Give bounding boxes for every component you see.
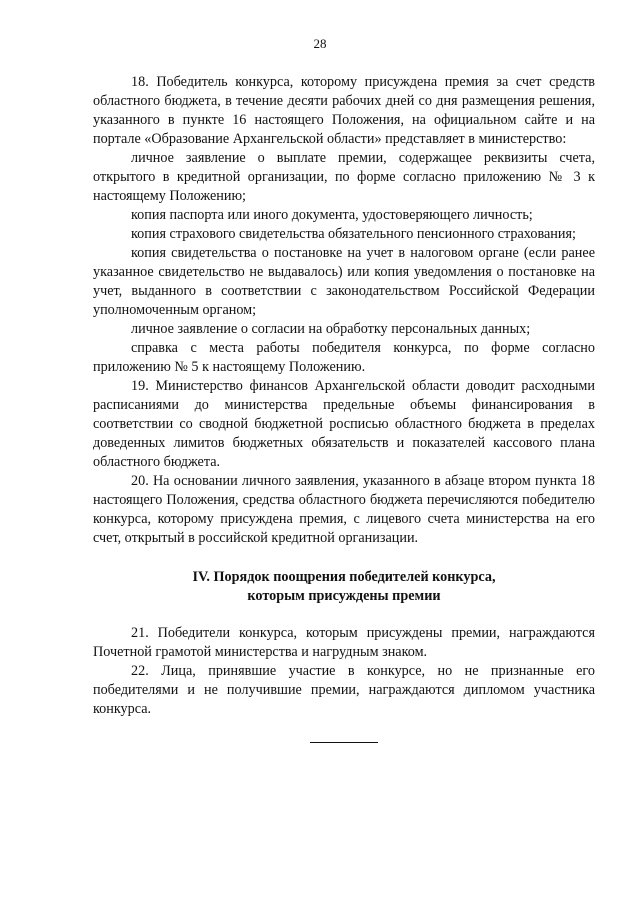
end-divider [310,742,378,743]
section-heading [93,568,595,606]
paragraph-19: 19. Министерство финансов Архангельской области доводит расходными расписаниями до министерства предельные объемы финансирования в соответствии со сводной бюджетной росписью областного бюджета в пределах доведенных лимитов бюджетных обязательств и показателей кассового плана областного бюджета. [93,378,595,470]
paragraph-22: 22. Лица, принявшие участие в конкурсе, но не признанные его победителями и не получившие премии, награждаются дипломом участника конкурса. [93,663,595,717]
list-item-work-reference: справка с места работы победителя конкурса, по форме согласно приложению № 5 к настоящему Положению. [93,340,595,375]
list-item-pension-certificate: копия страхового свидетельства обязательного пенсионного страхования; [131,226,576,242]
paragraph-21: 21. Победители конкурса, которым присуждены премии, награждаются Почетной грамотой министерства и нагрудным знаком. [93,625,595,660]
document-body [93,73,595,743]
list-item-application: личное заявление о выплате премии, содержащее реквизиты счета, открытого в кредитной организации, по форме согласно приложению № 3 к настоящему Положению; [93,150,595,204]
section-heading-line2: которым присуждены премии [247,588,441,604]
list-item-tax-certificate: копия свидетельства о постановке на учет в налоговом органе (если ранее указанное свидетельство не выдавалось) или копия уведомления о постановке на учет, выданного в соответствии с законодательством Российской Федерации уполномоченным органом; [93,245,595,318]
page-number: 28 [313,36,327,51]
section-heading-line1: IV. Порядок поощрения победителей конкурса, [192,569,496,585]
list-item-consent: личное заявление о согласии на обработку персональных данных; [131,321,531,337]
paragraph-18: 18. Победитель конкурса, которому присуждена премия за счет средств областного бюджета, в течение десяти рабочих дней со дня размещения решения, указанного в пункте 16 настоящего Положения, на официальном сайте и на портале «Образование Архангельской области» представляет в министерство: [93,74,595,147]
list-item-passport: копия паспорта или иного документа, удостоверяющего личность; [131,207,533,223]
paragraph-20: 20. На основании личного заявления, указанного в абзаце втором пункта 18 настоящего Положения, средства областного бюджета перечисляются победителю конкурса, которому присуждена премия, с лицевого счета министерства на его счет, открытый в российской кредитной организации. [93,473,595,546]
